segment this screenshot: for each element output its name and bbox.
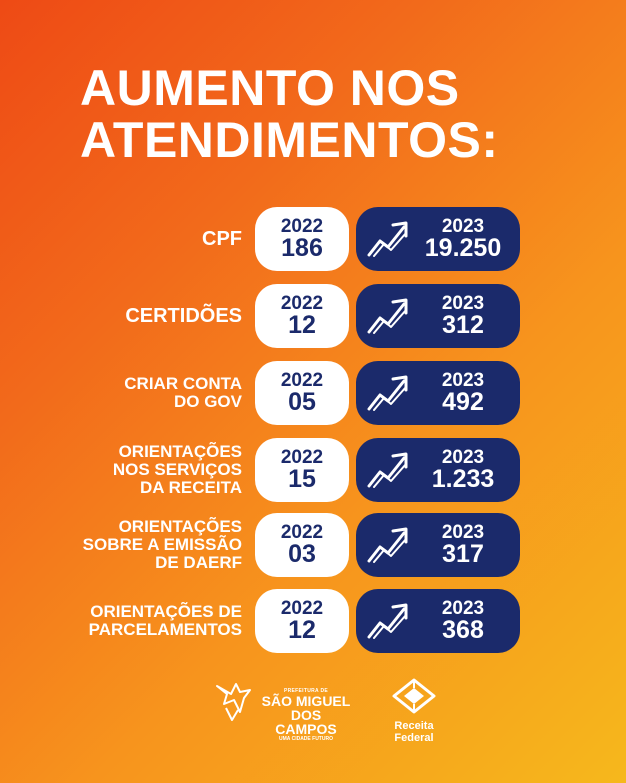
sao-miguel-dos-campos-logo — [214, 680, 354, 740]
year-2023-label: 2023 — [441, 370, 485, 391]
pill-2023 — [356, 207, 520, 271]
year-2023-label: 2023 — [441, 216, 485, 237]
year-2023-label: 2023 — [441, 447, 485, 468]
value-2023: 317 — [442, 540, 484, 568]
year-2022-label: 2022 — [280, 370, 324, 391]
trend-up-arrow-icon — [366, 525, 410, 565]
row-label: CPF — [202, 228, 242, 250]
pill-2022 — [255, 284, 349, 348]
value-2023: 19.250 — [424, 234, 502, 262]
year-2022-label: 2022 — [280, 522, 324, 543]
year-2022-label: 2022 — [280, 293, 324, 314]
trend-up-arrow-icon — [366, 601, 410, 641]
pill-2023 — [356, 513, 520, 577]
stat-row-criar-conta — [0, 361, 626, 425]
year-2022-label: 2022 — [280, 216, 324, 237]
pill-2022 — [255, 361, 349, 425]
trend-up-arrow-icon — [366, 296, 410, 336]
row-label: ORIENTAÇÕES SOBRE A EMISSÃO DE DAERF — [82, 517, 242, 572]
value-2023: 312 — [442, 311, 484, 339]
smc-name-line-1: SÃO MIGUEL — [261, 693, 351, 709]
receita-federal-logo — [374, 676, 454, 744]
trend-up-arrow-icon — [366, 373, 410, 413]
smc-tagline: UMA CIDADE FUTURO — [279, 736, 333, 742]
stat-row-parcelamentos — [0, 589, 626, 653]
pill-2022 — [255, 513, 349, 577]
value-2022: 12 — [288, 616, 316, 644]
pill-2022 — [255, 438, 349, 502]
row-label: ORIENTAÇÕES NOS SERVIÇOS DA RECEITA — [112, 442, 242, 497]
footer-logos — [0, 670, 626, 750]
stat-row-servicos-receita — [0, 438, 626, 502]
stat-row-certidoes — [0, 284, 626, 348]
receita-federal-name: Receita Federal — [394, 720, 434, 744]
smc-small-label: PREFEITURA DE — [284, 688, 328, 694]
value-2023: 368 — [442, 616, 484, 644]
trend-up-arrow-icon — [366, 450, 410, 490]
value-2022: 12 — [288, 311, 316, 339]
value-2022: 186 — [281, 234, 323, 262]
smc-wordmark — [260, 688, 352, 742]
pill-2023 — [356, 284, 520, 348]
value-2022: 03 — [288, 540, 316, 568]
pill-2023 — [356, 438, 520, 502]
stat-row-daerf — [0, 513, 626, 577]
receita-emblem-icon — [390, 676, 438, 716]
year-2023-label: 2023 — [441, 598, 485, 619]
value-2022: 15 — [288, 465, 316, 493]
pill-2023 — [356, 361, 520, 425]
year-2022-label: 2022 — [280, 447, 324, 468]
row-label: CERTIDÕES — [125, 305, 242, 327]
value-2022: 05 — [288, 388, 316, 416]
value-2023: 1.233 — [431, 465, 495, 493]
page-title — [80, 62, 499, 166]
year-2022-label: 2022 — [280, 598, 324, 619]
pill-2022 — [255, 207, 349, 271]
year-2023-label: 2023 — [441, 522, 485, 543]
pill-2023 — [356, 589, 520, 653]
title-line-1: AUMENTO NOS — [80, 60, 460, 116]
smc-name-line-2: DOS CAMPOS — [275, 707, 337, 737]
year-2023-label: 2023 — [441, 293, 485, 314]
stat-row-cpf — [0, 207, 626, 271]
row-label: ORIENTAÇÕES DE PARCELAMENTOS — [88, 602, 242, 639]
pill-2022 — [255, 589, 349, 653]
bird-logo-icon — [214, 680, 252, 726]
value-2023: 492 — [442, 388, 484, 416]
trend-up-arrow-icon — [366, 219, 410, 259]
row-label: CRIAR CONTA DO GOV — [124, 374, 242, 411]
title-line-2: ATENDIMENTOS: — [80, 112, 499, 168]
